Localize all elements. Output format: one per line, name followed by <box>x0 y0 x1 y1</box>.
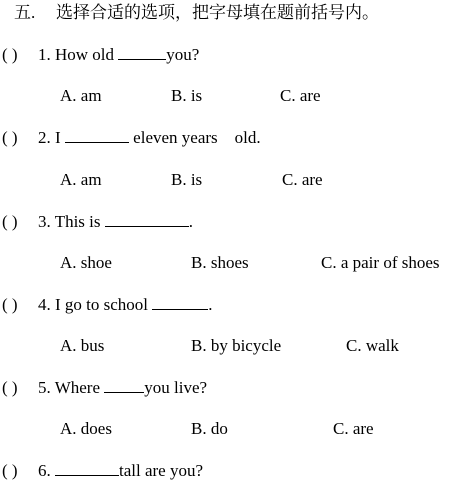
option-a: A. bus <box>60 336 105 355</box>
option-c: C. walk <box>346 336 399 355</box>
question-text-post: eleven years old. <box>128 128 261 147</box>
option-b: B. by bicycle <box>191 336 282 355</box>
fill-blank[interactable] <box>105 211 189 227</box>
answer-paren[interactable]: ( ) <box>2 378 18 397</box>
option-b: B. shoes <box>191 253 249 272</box>
question-text-post: tall are you? <box>119 461 204 480</box>
answer-paren[interactable]: ( ) <box>2 295 18 314</box>
question-text-pre: 6. <box>38 461 55 480</box>
question-text-post: you? <box>166 45 200 64</box>
section-heading <box>14 3 379 23</box>
question-text-pre: 4. I go to school <box>38 295 153 314</box>
option-c: C. a pair of shoes <box>321 253 440 272</box>
question-text-pre: 1. How old <box>38 45 119 64</box>
question-2 <box>2 127 261 148</box>
option-c: C. are <box>280 86 321 105</box>
option-a: A. does <box>60 419 112 438</box>
question-text-post: . <box>188 212 194 231</box>
option-b: B. is <box>171 170 203 189</box>
section-instruction: 选择合适的选项，把字母填在题前括号内。 <box>56 3 379 22</box>
option-a: A. am <box>60 86 102 105</box>
option-a: A. am <box>60 170 102 189</box>
option-b: B. do <box>191 419 228 438</box>
question-text-pre: 3. This is <box>38 212 105 231</box>
option-b: B. is <box>171 86 203 105</box>
question-text-post: you live? <box>144 378 208 397</box>
question-text-post: . <box>208 295 213 314</box>
answer-paren[interactable]: ( ) <box>2 212 18 231</box>
option-c: C. are <box>282 170 323 189</box>
option-a: A. shoe <box>60 253 112 272</box>
question-text-pre: 5. Where <box>38 378 105 397</box>
question-5 <box>2 377 207 398</box>
fill-blank[interactable] <box>55 460 119 476</box>
fill-blank[interactable] <box>118 44 166 60</box>
question-1 <box>2 44 199 65</box>
section-number: 五. <box>14 3 36 22</box>
option-c: C. are <box>333 419 374 438</box>
answer-paren[interactable]: ( ) <box>2 45 18 64</box>
question-6 <box>2 460 203 481</box>
question-text-pre: 2. I <box>38 128 65 147</box>
answer-paren[interactable]: ( ) <box>2 128 18 147</box>
question-3 <box>2 211 193 232</box>
fill-blank[interactable] <box>104 377 144 393</box>
fill-blank[interactable] <box>65 127 129 143</box>
answer-paren[interactable]: ( ) <box>2 461 18 480</box>
fill-blank[interactable] <box>152 294 208 310</box>
question-4 <box>2 294 213 315</box>
